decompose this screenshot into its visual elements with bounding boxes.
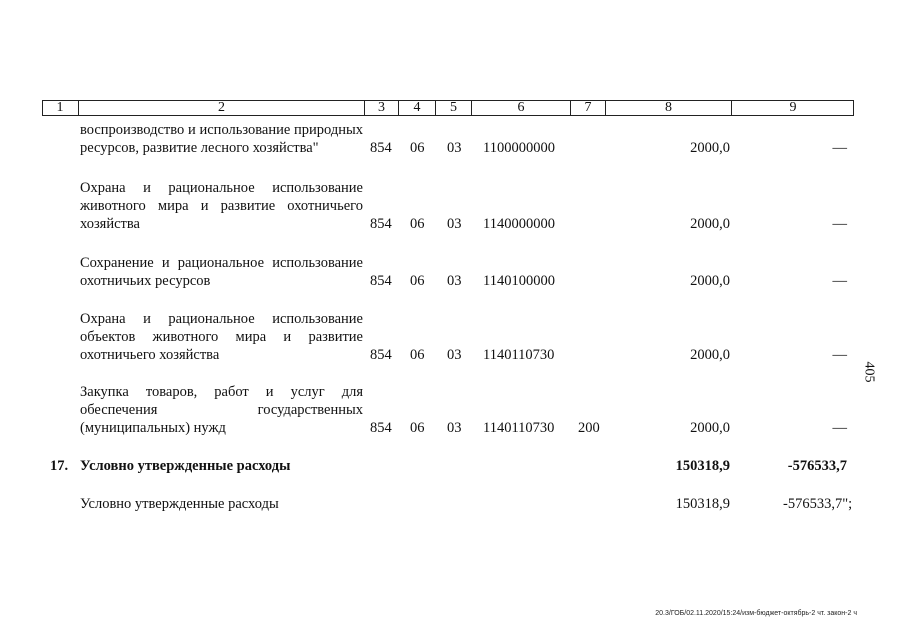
row-col-5: 03 (447, 273, 462, 289)
row-col-5: 03 (447, 140, 462, 156)
header-col-6: 6 (472, 100, 571, 116)
footer-reference: 20.3/ГОБ/02.11.2020/15:24/изм-бюджет-октябрь-2 чт. закон-2 ч (655, 610, 857, 617)
row-col-8: 2000,0 (690, 420, 730, 436)
row-col-3: 854 (370, 420, 392, 436)
row-col-5: 03 (447, 216, 462, 232)
page-number: 405 (861, 361, 877, 383)
row-col-4: 06 (410, 273, 425, 289)
header-col-4: 4 (399, 100, 436, 116)
section-col-8: 150318,9 (675, 458, 730, 474)
row-col-4: 06 (410, 216, 425, 232)
header-col-2: 2 (79, 100, 365, 116)
row-col-3: 854 (370, 140, 392, 156)
row-description: воспроизводство и использование природных ресурсов, развитие лесного хозяйства" (80, 122, 363, 156)
row-col-6: 1140110730 (483, 347, 555, 363)
row-description: Условно утвержденные расходы (80, 496, 279, 512)
row-col-9: — (832, 140, 847, 156)
row-description: Охрана и рациональное использование объектов животного мира и развитие охотничьего хозяйства (80, 311, 363, 363)
row-col-9: — (832, 216, 847, 232)
row-col-4: 06 (410, 140, 425, 156)
row-col-3: 854 (370, 347, 392, 363)
row-col-9: — (832, 273, 847, 289)
row-col-3: 854 (370, 273, 392, 289)
header-col-3: 3 (365, 100, 399, 116)
row-description: Охрана и рациональное использование животного мира и развитие охотничьего хозяйства (80, 180, 363, 232)
row-col-4: 06 (410, 420, 425, 436)
header-col-8: 8 (606, 100, 732, 116)
row-col-8: 150318,9 (675, 496, 730, 512)
row-col-6: 1100000000 (483, 140, 555, 156)
row-col-9: — (832, 347, 847, 363)
row-col-9: — (832, 420, 847, 436)
row-col-4: 06 (410, 347, 425, 363)
row-description: Сохранение и рациональное использование охотничьих ресурсов (80, 255, 363, 289)
row-col-5: 03 (447, 420, 462, 436)
row-col-6: 1140100000 (483, 273, 555, 289)
section-title: Условно утвержденные расходы (80, 458, 291, 474)
row-col-6: 1140110730 (483, 420, 555, 436)
section-col-9: -576533,7 (787, 458, 847, 474)
row-col-9: -576533,7"; (783, 496, 853, 512)
header-col-9: 9 (789, 100, 797, 115)
row-col-7: 200 (578, 420, 600, 436)
header-col-5: 5 (436, 100, 472, 116)
row-col-3: 854 (370, 216, 392, 232)
row-description: Закупка товаров, работ и услуг для обеспечения государственных (муниципальных) нужд (80, 384, 363, 436)
header-col-1: 1 (42, 100, 79, 116)
row-col-8: 2000,0 (690, 140, 730, 156)
row-col-8: 2000,0 (690, 216, 730, 232)
row-col-6: 1140000000 (483, 216, 555, 232)
row-col-8: 2000,0 (690, 347, 730, 363)
row-col-5: 03 (447, 347, 462, 363)
row-col-8: 2000,0 (690, 273, 730, 289)
header-col-7: 7 (571, 100, 606, 116)
section-number: 17. (50, 458, 69, 474)
